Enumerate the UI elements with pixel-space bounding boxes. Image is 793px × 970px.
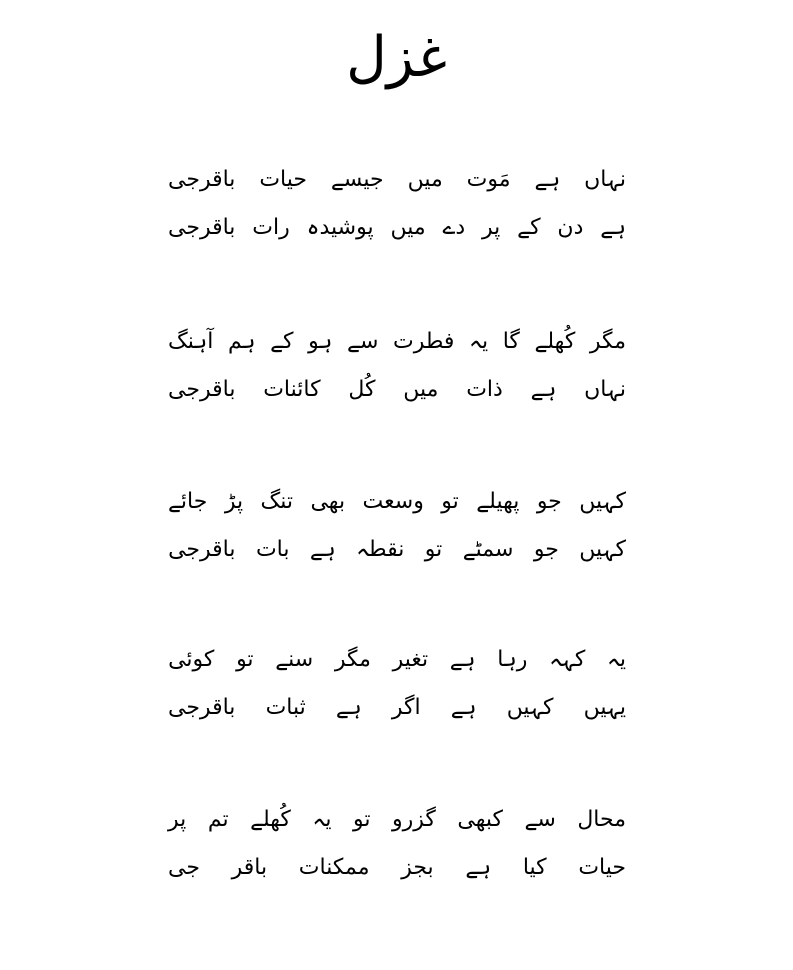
verse-line xyxy=(168,156,626,204)
verse-word: فطرت xyxy=(393,329,455,354)
verse-word: اگر xyxy=(391,695,421,720)
verse-word: پوشیدہ xyxy=(306,215,374,240)
verse-line xyxy=(168,204,626,252)
verse-word: سے xyxy=(347,329,379,354)
verse-word: وسعت xyxy=(362,489,424,514)
verse-word: ہے xyxy=(335,695,362,720)
verse-word: دن xyxy=(557,215,584,240)
verse-word: باقر xyxy=(231,855,268,880)
verse-word: نقطہ xyxy=(356,537,405,562)
verse-word: تو xyxy=(236,647,254,672)
verse-word: مگر xyxy=(589,329,626,354)
stanza xyxy=(168,156,626,252)
verse-word: سمٹے xyxy=(462,537,514,562)
verse-line xyxy=(168,526,626,574)
verse-word: بات xyxy=(255,537,290,562)
verse-word: مگر xyxy=(334,647,371,672)
verse-word: مَوت xyxy=(466,167,511,192)
verse-word: کہیں xyxy=(579,489,626,514)
verse-word: ہے xyxy=(309,537,336,562)
verse-word: ہے xyxy=(534,167,561,192)
verse-word: جو xyxy=(533,537,559,562)
verse-word: تو xyxy=(352,807,371,832)
verse-word: ہم xyxy=(227,329,256,354)
verse-line xyxy=(168,636,626,684)
verse-word: دے xyxy=(442,215,466,240)
verse-word: تنگ xyxy=(260,489,293,514)
verse-word: تم xyxy=(207,807,229,832)
verse-word: جو xyxy=(536,489,562,514)
verse-word: ہے xyxy=(449,647,476,672)
verse-word: ہے xyxy=(530,377,557,402)
verse-word: کبھی xyxy=(457,807,503,832)
verse-word: میں xyxy=(407,167,443,192)
verse-word: تو xyxy=(424,537,443,562)
verse-word: یہ xyxy=(312,807,332,832)
verse-word: باقرجی xyxy=(168,377,236,402)
verse-line xyxy=(168,796,626,844)
verse-word: پھیلے xyxy=(476,489,520,514)
verse-word: گا xyxy=(502,329,520,354)
verse-word: تغیر xyxy=(392,647,429,672)
verse-word: بھی xyxy=(310,489,346,514)
verse-word: باقرجی xyxy=(168,537,236,562)
verse-word: پڑ xyxy=(224,489,244,514)
stanza xyxy=(168,318,626,414)
verse-word: ہے xyxy=(600,215,626,240)
verse-word: سنے xyxy=(275,647,314,672)
verse-word: یہیں xyxy=(583,695,626,720)
verse-word: ذات xyxy=(466,377,503,402)
verse-line xyxy=(168,366,626,414)
verse-word: کوئی xyxy=(168,647,215,672)
verse-word: سے xyxy=(524,807,556,832)
verse-line xyxy=(168,684,626,732)
verse-word: باقرجی xyxy=(168,215,236,240)
verse-word: نہاں xyxy=(584,377,626,402)
verse-word: نہاں xyxy=(584,167,626,192)
verse-word: ہے xyxy=(450,695,477,720)
verse-word: کے xyxy=(517,215,541,240)
verse-line xyxy=(168,318,626,366)
verse-word: رات xyxy=(252,215,290,240)
verse-word: کہیں xyxy=(506,695,554,720)
verse-word: ثبات xyxy=(265,695,306,720)
verse-word: کائنات xyxy=(263,377,321,402)
verse-word: کے xyxy=(270,329,294,354)
verse-word: رہا xyxy=(497,647,528,672)
verse-line xyxy=(168,478,626,526)
verse-word: ممکنات xyxy=(298,855,370,880)
verse-word: کہیں xyxy=(579,537,626,562)
verse-word: ہے xyxy=(465,855,492,880)
verse-word: بجز xyxy=(401,855,434,880)
stanza xyxy=(168,478,626,574)
verse-word: میں xyxy=(403,377,439,402)
verse-word: میں xyxy=(390,215,426,240)
stanza xyxy=(168,636,626,732)
poem-title: غزل xyxy=(346,25,447,90)
verse-line xyxy=(168,844,626,892)
verse-word: کہہ xyxy=(549,647,586,672)
verse-word: یہ xyxy=(606,647,626,672)
verse-word: حیات xyxy=(578,855,626,880)
verse-word: کُل xyxy=(348,377,376,402)
verse-word: باقرجی xyxy=(168,167,236,192)
verse-word: آہنگ xyxy=(168,329,214,354)
verse-word: کیا xyxy=(522,855,547,880)
verse-word: گزرو xyxy=(391,807,436,832)
verse-word: جی xyxy=(168,855,200,880)
verse-word: محال xyxy=(577,807,626,832)
verse-word: پر xyxy=(168,807,187,832)
verse-word: پر xyxy=(482,215,501,240)
verse-word: باقرجی xyxy=(168,695,236,720)
verse-word: کُھلے xyxy=(250,807,291,832)
verse-word: جائے xyxy=(168,489,208,514)
verse-word: ہو xyxy=(308,329,333,354)
verse-word: یہ xyxy=(469,329,489,354)
verse-word: تو xyxy=(441,489,459,514)
verse-word: جیسے xyxy=(330,167,384,192)
verse-word: کُھلے xyxy=(534,329,576,354)
stanza xyxy=(168,796,626,892)
verse-word: حیات xyxy=(259,167,307,192)
